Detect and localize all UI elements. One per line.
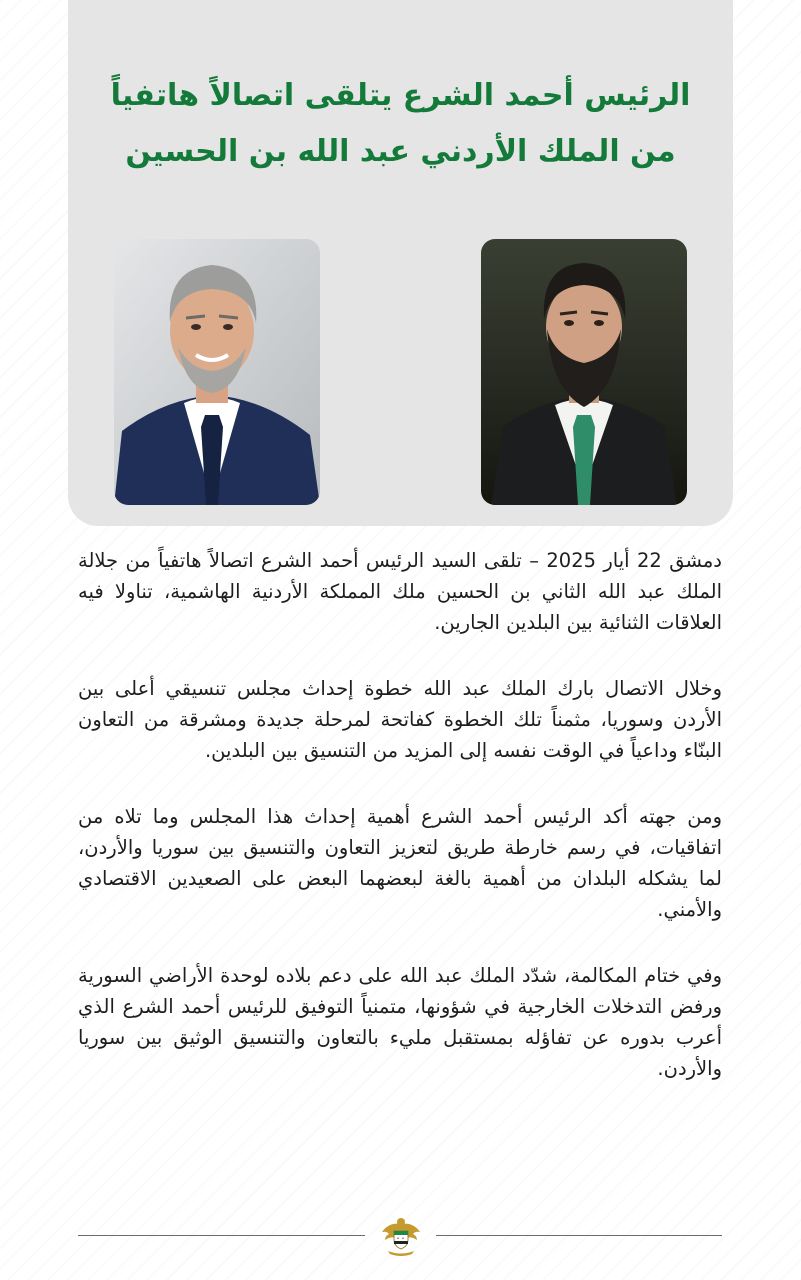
article-paragraph-4: وفي ختام المكالمة، شدّد الملك عبد الله على دعم بلاده لوحدة الأراضي السورية ورفض التدخلات الخارجية في شؤونها، متمنياً التوفيق للرئيس أحمد الشرع الذي أعرب بدوره عن تفاؤله بمستقبل مليء بالتعاون والتنسيق الوثيق بين سوريا والأردن. [78, 964, 722, 1080]
headline-line-1: الرئيس أحمد الشرع يتلقى اتصالاً هاتفياً [110, 78, 691, 113]
headline [68, 68, 733, 180]
header-card [68, 0, 733, 526]
article-body [78, 545, 722, 1119]
headline-line-2: من الملك الأردني عبد الله بن الحسين [125, 134, 676, 169]
article-paragraph-1: دمشق 22 أيار 2025 – تلقى السيد الرئيس أحمد الشرع اتصالاً هاتفياً من جلالة الملك عبد الله الثاني بن الحسين ملك المملكة الأردنية الهاشمية، تناولا فيه العلاقات الثنائية بين البلدين الجارين. [78, 549, 722, 634]
article-paragraph-3: ومن جهته أكد الرئيس أحمد الشرع أهمية إحداث هذا المجلس وما تلاه من اتفاقيات، في رسم خارطة طريق لتعزيز التعاون والتنسيق بين سوريا والأردن، لما يشكله البلدان من أهمية بالغة لبعضهما البعض على الصعيدين الاقتصادي والأمني. [78, 805, 722, 921]
footer-divider-left [78, 1235, 365, 1236]
portrait-syrian-president [481, 239, 687, 505]
article-paragraph-2: وخلال الاتصال بارك الملك عبد الله خطوة إحداث مجلس تنسيقي أعلى بين الأردن وسوريا، مثمناً تلك الخطوة كفاتحة لمرحلة جديدة ومشرقة من التعاون البنّاء وداعياً في الوقت نفسه إلى المزيد من التنسيق بين البلدين. [78, 677, 722, 762]
footer-divider-right [436, 1235, 722, 1236]
portrait-jordanian-king [114, 239, 320, 505]
eagle-emblem-icon [379, 1214, 423, 1258]
